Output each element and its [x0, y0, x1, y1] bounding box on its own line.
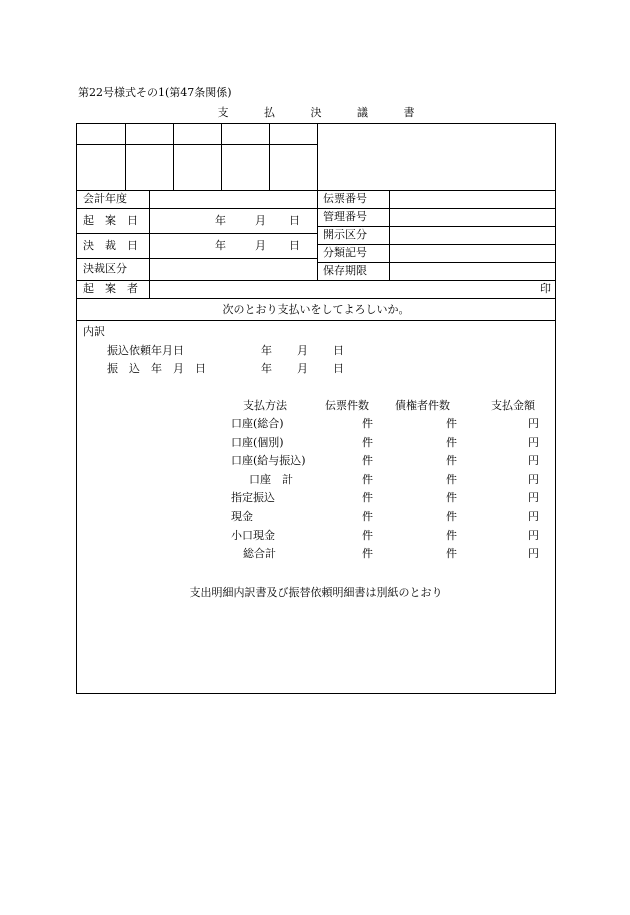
grid-line	[389, 190, 390, 280]
header-slips: 伝票件数	[325, 399, 369, 412]
draft-date-day: 日	[289, 214, 300, 227]
transfer-request-day: 日	[333, 344, 344, 357]
grid-line	[221, 124, 222, 190]
title-char-4: 議	[357, 106, 368, 119]
approval-date-label: 決 裁 日	[83, 239, 138, 252]
row-method: 口座(個別)	[231, 435, 284, 449]
transfer-date-label: 振 込 年 月 日	[107, 362, 206, 375]
grid-line	[317, 190, 318, 280]
title-char-3: 決	[310, 106, 322, 119]
row-slips-unit: 件	[362, 454, 373, 468]
row-slips-unit: 件	[362, 510, 373, 523]
document-title	[76, 104, 556, 120]
row-creditors-unit: 件	[446, 547, 457, 561]
drafter-label: 起 案 者	[83, 282, 138, 295]
classification-code-label: 分類記号	[323, 246, 367, 259]
row-method: 口座(総合)	[231, 417, 284, 430]
row-method: 口座 計	[249, 472, 293, 486]
slip-number-label: 伝票番号	[323, 192, 367, 205]
row-method: 口座(給与振込)	[231, 454, 306, 468]
row-method: 小口現金	[231, 528, 275, 542]
management-number-label: 管理番号	[323, 210, 367, 223]
grid-line	[77, 258, 317, 259]
transfer-month: 月	[297, 362, 308, 375]
draft-date-year: 年	[215, 214, 226, 227]
transfer-request-month: 月	[297, 344, 308, 357]
row-amount-unit: 円	[528, 435, 539, 449]
row-slips-unit: 件	[362, 528, 373, 542]
row-amount-unit: 円	[528, 417, 539, 430]
title-char-5: 書	[403, 106, 415, 119]
request-sentence: 次のとおり支払いをしてよろしいか。	[222, 303, 410, 316]
header-amount: 支払金額	[491, 399, 535, 412]
row-method: 総合計	[243, 547, 276, 561]
attachment-note: 支出明細内訳書及び振替依頼明細書は別紙のとおり	[189, 586, 443, 599]
row-slips-unit: 件	[362, 417, 373, 430]
row-creditors-unit: 件	[446, 510, 457, 523]
approval-date-day: 日	[289, 239, 300, 252]
row-creditors-unit: 件	[446, 417, 457, 430]
grid-line	[317, 124, 318, 190]
grid-line	[149, 190, 150, 280]
row-amount-unit: 円	[528, 547, 539, 561]
row-slips-unit: 件	[362, 435, 373, 449]
form-id: 第22号様式その1(第47条関係)	[78, 86, 232, 99]
transfer-request-date-label: 振込依頼年月日	[107, 344, 184, 357]
row-amount-unit: 円	[528, 491, 539, 505]
breakdown-label: 内訳	[83, 325, 105, 338]
row-amount-unit: 円	[528, 454, 539, 468]
transfer-request-year: 年	[261, 344, 272, 357]
row-slips-unit: 件	[362, 472, 373, 486]
grid-line	[77, 144, 317, 145]
grid-line	[77, 233, 317, 234]
disclosure-category-label: 開示区分	[323, 228, 367, 241]
row-creditors-unit: 件	[446, 491, 457, 505]
row-creditors-unit: 件	[446, 435, 457, 449]
row-amount-unit: 円	[528, 528, 539, 542]
header-method: 支払方法	[243, 399, 287, 412]
row-method: 現金	[231, 510, 253, 523]
approval-date-year: 年	[215, 239, 226, 252]
row-creditors-unit: 件	[446, 454, 457, 468]
row-creditors-unit: 件	[446, 528, 457, 542]
transfer-year: 年	[261, 362, 272, 375]
draft-date-label: 起 案 日	[83, 214, 138, 227]
approval-category-label: 決裁区分	[83, 262, 127, 275]
grid-line	[269, 124, 270, 190]
draft-date-month: 月	[255, 214, 266, 227]
seal-mark: 印	[540, 282, 551, 295]
form-frame	[76, 123, 556, 694]
row-method: 指定振込	[231, 491, 275, 505]
title-char-2: 払	[264, 106, 275, 119]
title-char-1: 支	[217, 106, 229, 119]
row-creditors-unit: 件	[446, 472, 457, 486]
row-slips-unit: 件	[362, 491, 373, 505]
retention-period-label: 保存期限	[323, 264, 367, 277]
grid-line	[173, 124, 174, 190]
grid-line	[125, 124, 126, 190]
grid-line	[77, 208, 317, 209]
grid-line	[77, 298, 555, 299]
row-amount-unit: 円	[528, 472, 539, 486]
fiscal-year-label: 会計年度	[83, 192, 127, 205]
grid-line	[77, 320, 555, 321]
row-slips-unit: 件	[362, 547, 373, 561]
transfer-day: 日	[333, 362, 344, 375]
header-creditors: 債権者件数	[395, 399, 450, 412]
row-amount-unit: 円	[528, 510, 539, 523]
grid-line	[149, 280, 150, 298]
approval-date-month: 月	[255, 239, 266, 252]
